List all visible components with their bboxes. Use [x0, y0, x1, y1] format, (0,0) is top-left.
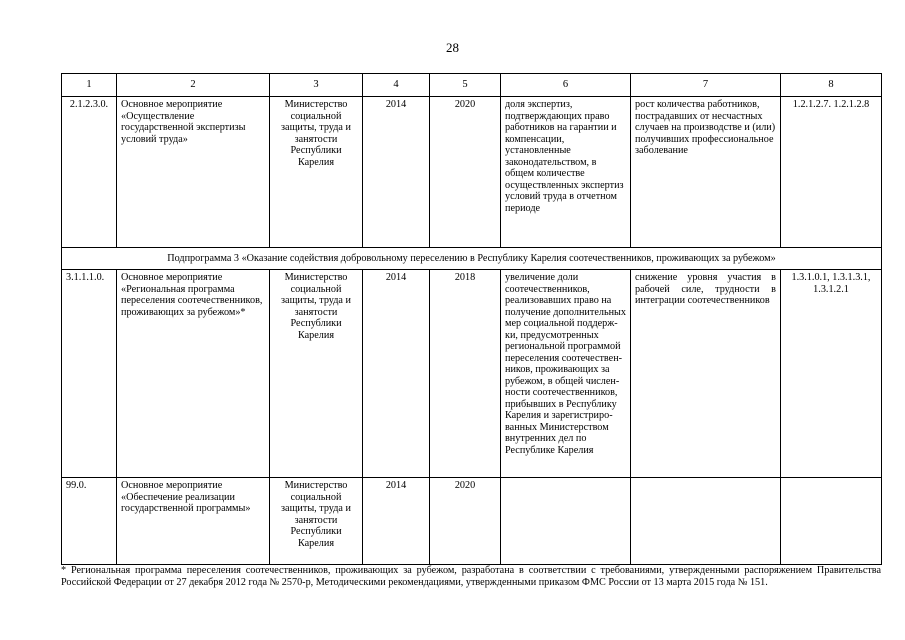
indicator-cell: доля экспертиз, подтверждающих право работников на гарантии и компенсации, установленные законодательством, в общем количестве осуществленных экспертиз условий труда в отчетном периоде [501, 97, 631, 248]
start-year-cell: 2014 [363, 478, 430, 565]
header-cell: 6 [501, 74, 631, 97]
links-cell [781, 478, 882, 565]
table-row [62, 478, 882, 565]
header-cell: 5 [430, 74, 501, 97]
links-cell: 1.2.1.2.7. 1.2.1.2.8 [781, 97, 882, 248]
consequences-cell: рост количества работников, пострадавших от несчастных случаев на производстве и (или) получивших профессиональное заболевание [631, 97, 781, 248]
table-row [62, 97, 882, 248]
subprogram-row [62, 248, 882, 270]
header-cell: 1 [62, 74, 117, 97]
event-cell: Основное мероприятие «Осуществление государственной экспертизы условий труда» [117, 97, 270, 248]
executor-cell: Министерство социальной защиты, труда и занятости Республики Карелия [270, 478, 363, 565]
links-cell: 1.3.1.0.1, 1.3.1.3.1, 1.3.1.2.1 [781, 270, 882, 478]
end-year-cell: 2020 [430, 478, 501, 565]
consequences-cell: снижение уровня участия в рабочей силе, трудности в интеграции соотечественников [631, 270, 781, 478]
indicator-cell: увеличение доли соотечественников, реализовавших право на получение дополнительных мер социальной поддерж-ки, предусмотренных региональной программой переселения соотечествен-ников, проживающих за рубежом, в общей числен-ности соотечественников, прибывших в Республику Карелия и зарегистриро-ванных Министерством внутренних дел по Республике Карелия [501, 270, 631, 478]
header-cell: 3 [270, 74, 363, 97]
code-cell: 99.0. [62, 478, 117, 565]
code-cell: 3.1.1.1.0. [62, 270, 117, 478]
event-cell: Основное мероприятие «Обеспечение реализации государственной программы» [117, 478, 270, 565]
footnote: * Региональная программа переселения соотечественников, проживающих за рубежом, разработана в соответствии с требованиями, утвержденными распоряжением Правительства Российской Федерации от 27 декабря 2012 года № 2570-р, Методическими рекомендациями, утвержденными приказом ФМС России от 13 марта 2015 года № 151. [61, 565, 881, 588]
code-cell: 2.1.2.3.0. [62, 97, 117, 248]
subprogram-title: Подпрограмма 3 «Оказание содействия добровольному переселению в Республику Карелия соотечественников, проживающих за рубежом» [62, 248, 882, 270]
header-row [62, 74, 882, 97]
end-year-cell: 2020 [430, 97, 501, 248]
consequences-cell [631, 478, 781, 565]
end-year-cell: 2018 [430, 270, 501, 478]
start-year-cell: 2014 [363, 97, 430, 248]
executor-cell: Министерство социальной защиты, труда и занятости Республики Карелия [270, 270, 363, 478]
header-cell: 7 [631, 74, 781, 97]
program-table [61, 73, 882, 565]
indicator-cell [501, 478, 631, 565]
header-cell: 8 [781, 74, 882, 97]
page-number: 28 [446, 40, 459, 55]
start-year-cell: 2014 [363, 270, 430, 478]
event-cell: Основное мероприятие «Региональная программа переселения соотечественников, проживающих за рубежом»* [117, 270, 270, 478]
executor-cell: Министерство социальной защиты, труда и занятости Республики Карелия [270, 97, 363, 248]
table-row [62, 270, 882, 478]
header-cell: 4 [363, 74, 430, 97]
header-cell: 2 [117, 74, 270, 97]
